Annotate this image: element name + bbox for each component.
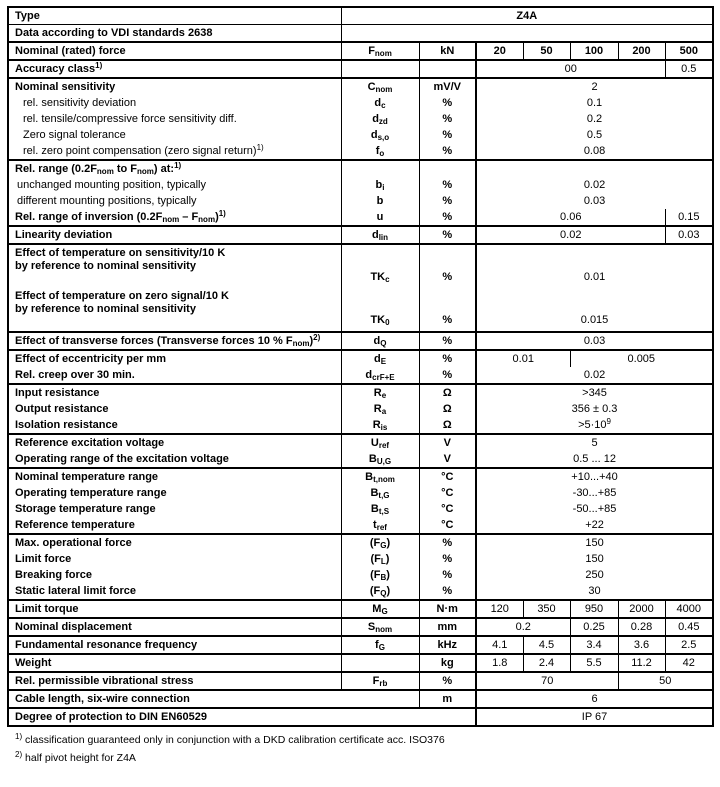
zero-point-compensation-unit: % [419, 143, 476, 160]
temp-effect-zero-signal-unit: % [419, 288, 476, 332]
eccentricity-unit: % [419, 350, 476, 367]
input-resistance-label: Input resistance [8, 384, 341, 401]
static-lateral-limit-force-label: Static lateral limit force [15, 584, 137, 597]
rel-sensitivity-deviation-value-0: 0.1 [476, 95, 713, 111]
spec-table [7, 6, 714, 727]
rel-creep-symbol: $d_{crF+E}$ [341, 367, 419, 384]
accuracy-class-unit [419, 60, 476, 78]
max-operational-force-value-0: 150 [476, 534, 713, 551]
temp-effect-sensitivity-unit: % [419, 244, 476, 288]
unchanged-mounting-unit: % [419, 177, 476, 193]
transverse-forces-value-0: 0.03 [476, 332, 713, 350]
output-resistance-value-0: 356 ± 0.3 [476, 401, 713, 417]
breaking-force-label: Breaking force [15, 568, 93, 581]
resonance-frequency-value-1: 4.5 [523, 636, 570, 654]
row-storage-temp-range [8, 501, 713, 517]
operating-temp-range-label: Operating temperature range [15, 486, 167, 499]
row-nominal-temp-range [8, 468, 713, 485]
temp-effect-zero-signal-value-0: 0.015 [476, 288, 713, 332]
rel-range-heading-label: Rel. range ($0.2F_{nom}$ to $F_{nom}$) at:$^{1)}$ [8, 160, 341, 177]
reference-temperature-label: Reference temperature [15, 518, 135, 531]
linearity-deviation-unit: % [419, 226, 476, 244]
range-of-inversion-unit: % [419, 209, 476, 226]
limit-torque-value-1: 350 [523, 600, 570, 618]
storage-temp-range-value-0: -50...+85 [476, 501, 713, 517]
input-resistance-unit: Ω [419, 384, 476, 401]
row-input-resistance [8, 384, 713, 401]
weight-unit: kg [419, 654, 476, 672]
limit-torque-value-0: 120 [476, 600, 523, 618]
unchanged-mounting-value-0: 0.02 [476, 177, 713, 193]
row-nominal-displacement [8, 618, 713, 636]
limit-torque-value-3: 2000 [618, 600, 665, 618]
nominal-force-value-1: 50 [523, 42, 570, 60]
row-static-lateral-limit-force [8, 583, 713, 600]
input-resistance-value-0: >345 [476, 384, 713, 401]
nominal-force-label: Nominal (rated) force [8, 42, 341, 60]
resonance-frequency-unit: kHz [419, 636, 476, 654]
reference-temperature-symbol: $t_{ref}$ [341, 517, 419, 534]
nominal-sensitivity-unit: mV/V [419, 78, 476, 95]
row-cable-length [8, 690, 713, 708]
row-resonance-frequency [8, 636, 713, 654]
isolation-resistance-label: Isolation resistance [15, 418, 118, 431]
static-lateral-limit-force-value-0: 30 [476, 583, 713, 600]
different-mounting-value-0: 0.03 [476, 193, 713, 209]
excitation-voltage-range-value-0: 0.5 ... 12 [476, 451, 713, 468]
cable-length-label: Cable length, six-wire connection [8, 690, 419, 708]
ref-excitation-voltage-label: Reference excitation voltage [8, 434, 341, 451]
eccentricity-value-0: 0.01 [476, 350, 570, 367]
limit-torque-symbol: $M_G$ [341, 600, 419, 618]
resonance-frequency-label: Fundamental resonance frequency [8, 636, 341, 654]
unchanged-mounting-label: unchanged mounting position, typically [17, 178, 206, 191]
tensile-compressive-diff-label: rel. tensile/compressive force sensitivity diff. [23, 112, 237, 125]
isolation-resistance-value-0: $>5\cdot 10^9$ [476, 417, 713, 434]
transverse-forces-unit: % [419, 332, 476, 350]
zero-signal-tolerance-value-0: 0.5 [476, 127, 713, 143]
tensile-compressive-diff-unit: % [419, 111, 476, 127]
row-tensile-compressive-diff [8, 111, 713, 127]
row-type [8, 7, 713, 25]
linearity-deviation-value-0: 0.02 [476, 226, 665, 244]
storage-temp-range-unit: °C [419, 501, 476, 517]
vibrational-stress-unit: % [419, 672, 476, 690]
zero-signal-tolerance-label: Zero signal tolerance [23, 128, 126, 141]
rel-creep-label: Rel. creep over 30 min. [15, 368, 135, 381]
nominal-force-value-3: 200 [618, 42, 665, 60]
row-weight [8, 654, 713, 672]
row-vibrational-stress [8, 672, 713, 690]
nominal-temp-range-unit: °C [419, 468, 476, 485]
static-lateral-limit-force-symbol: $(F_Q)$ [341, 583, 419, 600]
ref-excitation-voltage-unit: V [419, 434, 476, 451]
resonance-frequency-value-2: 3.4 [570, 636, 618, 654]
storage-temp-range-label: Storage temperature range [15, 502, 156, 515]
tensile-compressive-diff-symbol: $d_{zd}$ [341, 111, 419, 127]
row-zero-signal-tolerance [8, 127, 713, 143]
accuracy-class-value-1: 0.5 [665, 60, 713, 78]
zero-point-compensation-label: rel. zero point compensation (zero signal return)$^{1)}$ [23, 143, 264, 157]
type-label: Type [15, 9, 40, 22]
nominal-displacement-label: Nominal displacement [8, 618, 341, 636]
eccentricity-value-1: 0.005 [570, 350, 713, 367]
row-operating-temp-range [8, 485, 713, 501]
nominal-displacement-symbol: $S_{nom}$ [341, 618, 419, 636]
row-temp-effect-sensitivity [8, 244, 713, 288]
row-limit-torque [8, 600, 713, 618]
nominal-temp-range-symbol: $B_{t,nom}$ [341, 468, 419, 485]
isolation-resistance-symbol: $R_{is}$ [341, 417, 419, 434]
cable-length-unit: m [419, 690, 476, 708]
different-mounting-unit: % [419, 193, 476, 209]
zero-point-compensation-symbol: $f_o$ [341, 143, 419, 160]
nominal-displacement-value-2: 0.28 [618, 618, 665, 636]
row-accuracy-class [8, 60, 713, 78]
zero-signal-tolerance-symbol: $d_{s,o}$ [341, 127, 419, 143]
linearity-deviation-label: Linearity deviation [8, 226, 341, 244]
row-rel-range-heading [8, 160, 713, 177]
row-rel-creep [8, 367, 713, 384]
rel-sensitivity-deviation-unit: % [419, 95, 476, 111]
nominal-sensitivity-label: Nominal sensitivity [8, 78, 341, 95]
excitation-voltage-range-unit: V [419, 451, 476, 468]
temp-effect-sensitivity-value-0: 0.01 [476, 244, 713, 288]
zero-signal-tolerance-unit: % [419, 127, 476, 143]
row-max-operational-force [8, 534, 713, 551]
linearity-deviation-symbol: $d_{lin}$ [341, 226, 419, 244]
reference-temperature-unit: °C [419, 517, 476, 534]
nominal-displacement-value-3: 0.45 [665, 618, 713, 636]
limit-force-unit: % [419, 551, 476, 567]
nominal-force-unit: kN [419, 42, 476, 60]
temp-effect-zero-signal-symbol: $TK_0$ [341, 288, 419, 332]
operating-temp-range-unit: °C [419, 485, 476, 501]
static-lateral-limit-force-unit: % [419, 583, 476, 600]
weight-value-1: 2.4 [523, 654, 570, 672]
temp-effect-sensitivity-label: Effect of temperature on sensitivity/10 K by reference to nominal sensitivity [8, 244, 341, 288]
weight-value-0: 1.8 [476, 654, 523, 672]
weight-label: Weight [8, 654, 341, 672]
breaking-force-symbol: $(F_B)$ [341, 567, 419, 583]
footnote-2: $^{2)}$ half pivot height for Z4A [15, 750, 136, 764]
vdi-standards-value [341, 25, 713, 43]
vibrational-stress-symbol: $F_{rb}$ [341, 672, 419, 690]
different-mounting-label: different mounting positions, typically [17, 194, 197, 207]
resonance-frequency-value-0: 4.1 [476, 636, 523, 654]
max-operational-force-label: Max. operational force [8, 534, 341, 551]
row-isolation-resistance [8, 417, 713, 434]
range-of-inversion-label: Rel. range of inversion $(0.2F_{nom} - F_{nom})^{1)}$ [15, 209, 226, 224]
breaking-force-unit: % [419, 567, 476, 583]
breaking-force-value-0: 250 [476, 567, 713, 583]
output-resistance-label: Output resistance [15, 402, 109, 415]
nominal-force-symbol: $F_{nom}$ [341, 42, 419, 60]
excitation-voltage-range-symbol: $B_{U,G}$ [341, 451, 419, 468]
vibrational-stress-value-1: 50 [618, 672, 713, 690]
row-breaking-force [8, 567, 713, 583]
transverse-forces-symbol: $d_Q$ [341, 332, 419, 350]
vdi-standards-label: Data according to VDI standards 2638 [8, 25, 341, 43]
max-operational-force-symbol: $(F_G)$ [341, 534, 419, 551]
accuracy-class-symbol [341, 60, 419, 78]
rel-creep-unit: % [419, 367, 476, 384]
limit-force-label: Limit force [15, 552, 72, 565]
row-protection-class [8, 708, 713, 726]
resonance-frequency-value-4: 2.5 [665, 636, 713, 654]
reference-temperature-value-0: +22 [476, 517, 713, 534]
protection-class-label: Degree of protection to DIN EN60529 [8, 708, 476, 726]
ref-excitation-voltage-value-0: 5 [476, 434, 713, 451]
rel-creep-value-0: 0.02 [476, 367, 713, 384]
range-of-inversion-value-1: 0.15 [665, 209, 713, 226]
rel-sensitivity-deviation-symbol: $d_c$ [341, 95, 419, 111]
row-eccentricity [8, 350, 713, 367]
cable-length-value-0: 6 [476, 690, 713, 708]
spec-table-body [8, 7, 713, 726]
type-value: Z4A [341, 7, 713, 25]
weight-symbol [341, 654, 419, 672]
weight-value-3: 11.2 [618, 654, 665, 672]
row-linearity-deviation [8, 226, 713, 244]
resonance-frequency-value-3: 3.6 [618, 636, 665, 654]
isolation-resistance-unit: Ω [419, 417, 476, 434]
different-mounting-symbol: b [341, 193, 419, 209]
row-nominal-sensitivity [8, 78, 713, 95]
zero-point-compensation-value-0: 0.08 [476, 143, 713, 160]
weight-value-2: 5.5 [570, 654, 618, 672]
accuracy-class-value-0: 00 [476, 60, 665, 78]
rel-range-heading-unit [419, 160, 476, 177]
storage-temp-range-symbol: $B_{t,S}$ [341, 501, 419, 517]
row-zero-point-compensation [8, 143, 713, 160]
accuracy-class-label: Accuracy class$^{1)}$ [8, 60, 341, 78]
row-reference-temperature [8, 517, 713, 534]
range-of-inversion-value-0: 0.06 [476, 209, 665, 226]
row-transverse-forces [8, 332, 713, 350]
nominal-sensitivity-symbol: $C_{nom}$ [341, 78, 419, 95]
nominal-temp-range-value-0: +10...+40 [476, 468, 713, 485]
ref-excitation-voltage-symbol: $U_{ref}$ [341, 434, 419, 451]
limit-force-symbol: $(F_L)$ [341, 551, 419, 567]
vibrational-stress-value-0: 70 [476, 672, 618, 690]
nominal-displacement-value-0: 0.2 [476, 618, 570, 636]
limit-torque-value-4: 4000 [665, 600, 713, 618]
temp-effect-zero-signal-label: Effect of temperature on zero signal/10 K by reference to nominal sensitivity [15, 290, 229, 315]
nominal-displacement-value-1: 0.25 [570, 618, 618, 636]
linearity-deviation-value-1: 0.03 [665, 226, 713, 244]
rel-range-heading-value-0 [476, 160, 713, 177]
input-resistance-symbol: $R_e$ [341, 384, 419, 401]
row-limit-force [8, 551, 713, 567]
nominal-force-value-0: 20 [476, 42, 523, 60]
unchanged-mounting-symbol: $b_i$ [341, 177, 419, 193]
limit-torque-label: Limit torque [8, 600, 341, 618]
row-vdi-standards [8, 25, 713, 43]
temp-effect-sensitivity-symbol: $TK_c$ [341, 244, 419, 288]
footnote-1: $^{1)}$ classification guaranteed only in conjunction with a DKD calibration certificate acc. ISO376 [15, 732, 445, 746]
max-operational-force-unit: % [419, 534, 476, 551]
row-range-of-inversion [8, 209, 713, 226]
footnotes [7, 734, 720, 765]
limit-force-value-0: 150 [476, 551, 713, 567]
vibrational-stress-label: Rel. permissible vibrational stress [8, 672, 341, 690]
weight-value-4: 42 [665, 654, 713, 672]
protection-class-value-0: IP 67 [476, 708, 713, 726]
limit-torque-value-2: 950 [570, 600, 618, 618]
operating-temp-range-symbol: $B_{t,G}$ [341, 485, 419, 501]
row-output-resistance [8, 401, 713, 417]
row-nominal-force [8, 42, 713, 60]
operating-temp-range-value-0: -30...+85 [476, 485, 713, 501]
nominal-force-value-2: 100 [570, 42, 618, 60]
nominal-displacement-unit: mm [419, 618, 476, 636]
row-temp-effect-zero-signal [8, 288, 713, 332]
row-ref-excitation-voltage [8, 434, 713, 451]
range-of-inversion-symbol: u [341, 209, 419, 226]
excitation-voltage-range-label: Operating range of the excitation voltage [15, 452, 229, 465]
row-rel-sensitivity-deviation [8, 95, 713, 111]
nominal-force-value-4: 500 [665, 42, 713, 60]
row-unchanged-mounting [8, 177, 713, 193]
limit-torque-unit: N·m [419, 600, 476, 618]
eccentricity-symbol: $d_E$ [341, 350, 419, 367]
output-resistance-symbol: $R_a$ [341, 401, 419, 417]
eccentricity-label: Effect of eccentricity per mm [8, 350, 341, 367]
tensile-compressive-diff-value-0: 0.2 [476, 111, 713, 127]
rel-sensitivity-deviation-label: rel. sensitivity deviation [23, 96, 137, 109]
resonance-frequency-symbol: $f_G$ [341, 636, 419, 654]
nominal-temp-range-label: Nominal temperature range [8, 468, 341, 485]
nominal-sensitivity-value-0: 2 [476, 78, 713, 95]
row-excitation-voltage-range [8, 451, 713, 468]
row-different-mounting [8, 193, 713, 209]
transverse-forces-label: Effect of transverse forces (Transverse forces 10 % $F_{nom})^{2)}$ [8, 332, 341, 350]
output-resistance-unit: Ω [419, 401, 476, 417]
rel-range-heading-symbol [341, 160, 419, 177]
